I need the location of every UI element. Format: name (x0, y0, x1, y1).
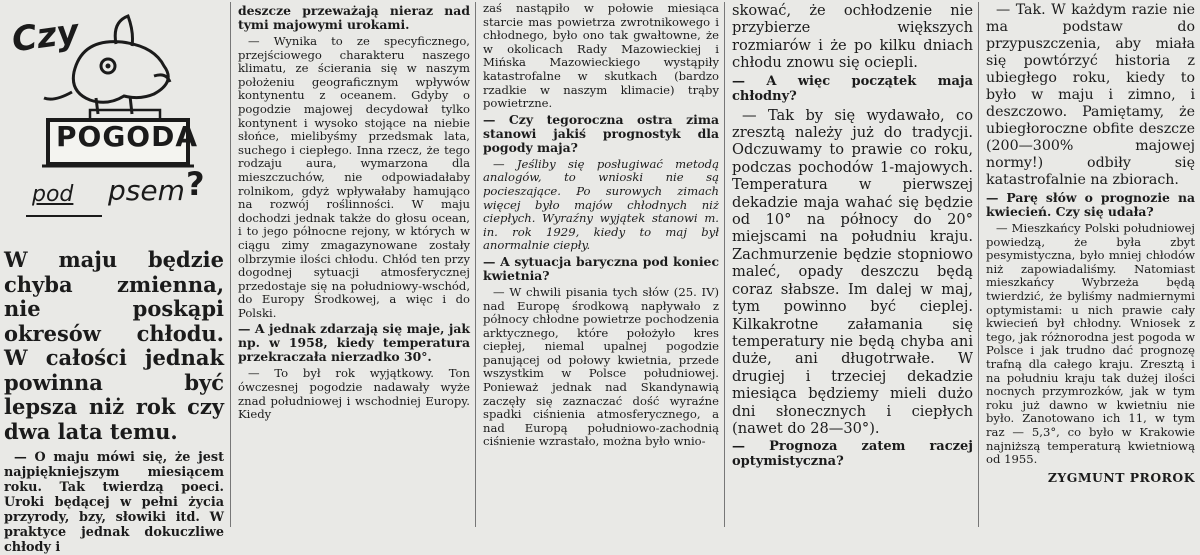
logo-question-mark: ? (186, 165, 205, 203)
answer-paragraph: — Mieszkańcy Polski południowej powiedzą, że była zbyt pesymistyczna, było mniej chłodów niż zapowiadaliśmy. Natomiast mieszkańcy Wybrzeża będą twierdzić, że byliśmy nadmiernymi optymistami: u nich prawie cały kwiecień był chłodny. Wniosek z tego, jak różnorodna jest pogoda w Polsce i jak trudno dać prognozę trafną dla całego kraju. Zresztą i na południu kraju tak dużej ilości nocnych przymrozków, jak w tym roku już dawno w kwietniu nie było. Zanotowano ich 11, w tym raz — 5,3°, co było w Krakowie najniższą temperaturą kwietniową od 1955. (986, 221, 1195, 467)
logo-psem-text: psem (108, 174, 185, 207)
article-headline: W maju będzie chyba zmienna, nie poskąpi okresów chłodu. W całości jednak powinna być lepsza niż rok czy dwa lata temu. (4, 247, 224, 444)
question-continued: deszcze przeważają nieraz nad tymi majowymi urokami. (238, 3, 470, 32)
answer-continued: zaś nastąpiło w połowie miesiąca starcie mas powietrza zwrotnikowego i chłodnego, było ono tak gwałtowne, że w okolicach Rady Mazowieckiej i Mińska Mazowieckiego wystąpiły katastrofalne w skutkach (bardzo rzadkie w naszym klimacie) trąby powietrzne. (483, 1, 719, 111)
logo-czy-text: Czy (9, 11, 82, 61)
question-heading: — Czy tegoroczna ostra zima stanowi jakiś prognostyk dla pogody maja? (483, 111, 719, 155)
author-signature: ZYGMUNT PROROK (1047, 469, 1195, 485)
answer-paragraph: — To był rok wyjątkowy. Ton ówczesnej pogodzie nadawały wyże znad południowej i wschodniej Europy. Kiedy (238, 366, 470, 422)
logo-pod-text: pod (32, 182, 74, 207)
column-5 (978, 2, 1200, 527)
answer-paragraph: — Tak. W każdym razie nie ma podstaw do przypuszczenia, aby miała się powtórzyć historia z ubiegłego roku, kiedy to było w maju i zimno, i deszczowo. Pamiętamy, że ubiegłoroczne obfite deszcze (200—300% majowej normy!) odbiły się katastrofalnie na zbiorach. (986, 2, 1195, 188)
answer-paragraph: — Jeśliby się posługiwać metodą analogów, to wnioski nie są pocieszające. Po surowych zimach więcej było majów chłodnych niż ciepłych. Wyraźny wyjątek stanowi m. in. rok 1929, kiedy to maj był anormalnie ciepły. (483, 156, 719, 253)
question-heading: — A więc początek maja chłodny? (732, 73, 973, 104)
question-heading: — Prognoza zatem raczej optymistyczna? (732, 439, 973, 470)
question-heading: — A jednak zdarzają się maje, jak np. w 1958, kiedy temperatura przekraczała nierzadko 30°. (238, 321, 470, 365)
column-logo (4, 2, 226, 242)
column-1 (0, 2, 230, 555)
column-4 (724, 2, 978, 527)
answer-paragraph: — Wynika to ze specyficznego, przejściowego charakteru naszego klimatu, ze ścierania się w naszym położeniu geograficznym wpływów kontynentu z oceanem. Gdyby o pogodzie majowej decydował tylko kontynent i wysoko stojące na niebie słońce, mielibyśmy przedsmak lata, suchego i ciepłego. Inna rzecz, że tego rodzaju aura, wymarzona dla mieszczuchów, nie odpowiadałaby rolnikom, gdyż wpływałaby hamująco na rozwój roślinności. W maju dochodzi jednak także do głosu ocean, i to jego północne rejony, w których w ciągu zimy zmagazynowane zostały olbrzymie ilości chłodu. Chłód ten przy dogodnej sytuacji atmosferycznej przedostaje się na południowy-wschód, do Europy Środkowej, a więc i do Polski. (238, 34, 470, 320)
intro-question: — O maju mówi się, że jest najpiękniejszym miesiącem roku. Tak twierdzą poeci. Uroki będącej w pełni życia przyrody, bzy, słowiki itd. W praktyce jednak dokuczliwe chłody i (4, 450, 224, 555)
answer-paragraph: — W chwili pisania tych słów (25. IV) nad Europę środkową napływało z północy chłodne powietrze pochodzenia arktycznego, które położyło kres ciepłej, niemal upalnej pogodzie panującej od połowy kwietnia, przede wszystkim w Polsce południowej. Ponieważ jednak nad Skandynawią zaczęły się zaznaczać dość wyraźne spadki ciśnienia atmosferycznego, a nad Europą południowo-zachodnią ciśnienie wzrastało, można było wnio- (483, 284, 719, 449)
answer-continued: skować, że ochłodzenie nie przybierze większych rozmiarów i że po kilku dniach chłodu znowu się ociepli. (732, 2, 973, 72)
column-3 (475, 2, 724, 527)
logo-pogoda-text: POGODA (56, 120, 199, 153)
question-heading: — Parę słów o prognozie na kwiecień. Czy się udała? (986, 190, 1195, 219)
answer-paragraph: — Tak by się wydawało, co zresztą należy już do tradycji. Odczuwamy to prawie co roku, podczas pochodów 1-majowych. Temperatura w pierwszej dekadzie maja wahać się będzie od 10° na północy do 20° miejscami na południu kraju. Zachmurzenie będzie stopniowo maleć, opady deszczu będą coraz słabsze. Im dalej w maj, tym powinno być cieplej. Kilkakrotne załamania się temperatury nie będą chyba ani duże, ani długotrwałe. W drugiej i trzeciej dekadzie miesiąca będziemy mieli dużo dni słonecznych i ciepłych (nawet do 28—30°). (732, 106, 973, 437)
column-2 (230, 2, 475, 527)
question-heading: — A sytuacja baryczna pod koniec kwietnia? (483, 253, 719, 283)
